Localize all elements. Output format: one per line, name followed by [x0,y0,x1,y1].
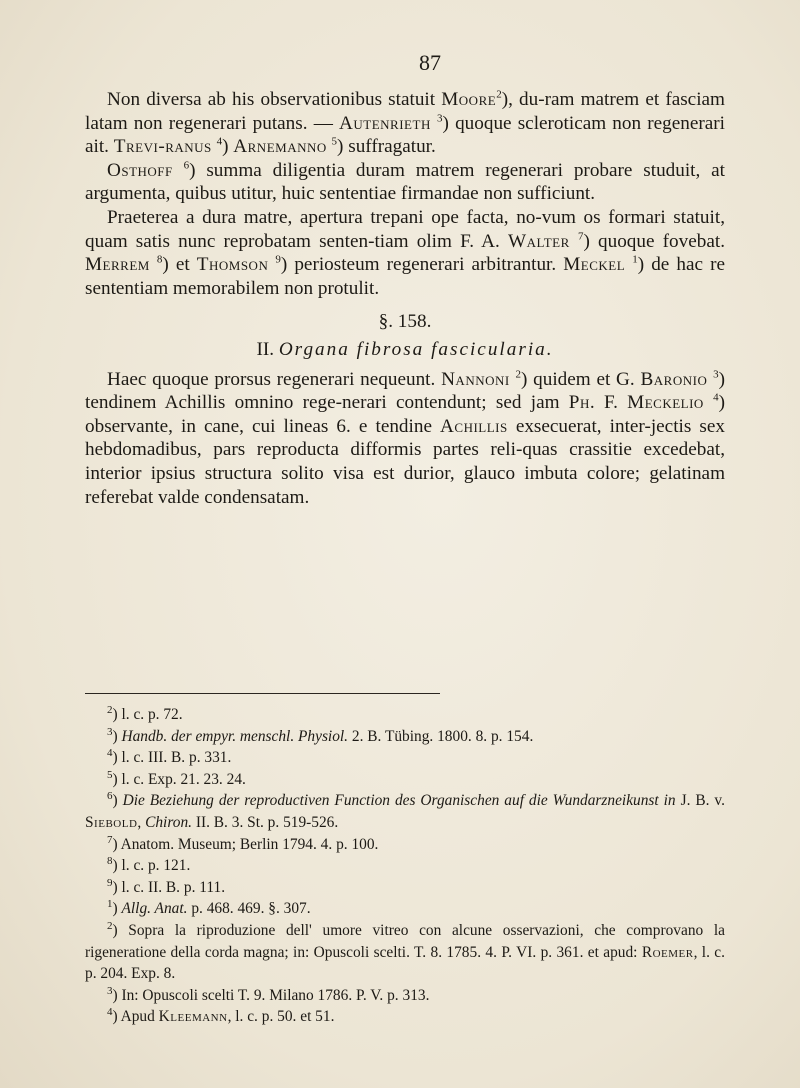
text-run: ) [112,727,122,745]
section-title: Organa fibrosa fascicularia. [278,338,554,360]
section-roman: II. [256,338,275,360]
footnote [85,920,725,985]
footnote-mark: 3 [107,725,113,738]
author-name: Achillis [440,415,508,437]
text-run: Chiron. [145,813,192,831]
author-name: Osthoff [107,159,173,181]
author-name: Arnemanno [233,136,327,158]
footnote [85,898,725,920]
page-number: 87 [419,50,441,75]
author-name: Roemer [641,943,694,961]
text-run: ) Apud [112,1008,159,1026]
footnote [85,726,725,748]
text-run: p. 468. 469. §. 307. [187,900,311,918]
footnote-ref: 6 [183,159,190,172]
text-run: . F. [589,392,628,414]
paragraph [85,368,725,510]
footnote-mark: 2 [107,703,113,716]
text-run: Haec quoque prorsus regenerari nequeunt. [107,368,442,390]
footnote-mark: 3 [107,984,113,997]
text-run: Non diversa ab his observationibus statuit [107,89,442,110]
footnote [85,855,725,877]
text-run: ) Sopra la riproduzione dell' umore vitreo con alcune osservazioni, che comprovano la rigeneratione della corda magna; in: Opuscoli scelti. T. 8. 1785. 4. P. VI. p. 361. et apud: [85,921,725,961]
footnote [85,985,725,1007]
footnote-mark: 7 [107,833,113,846]
author-name: Moore [441,89,497,110]
text-run: ) periosteum regenerari arbitrantur. [280,254,564,276]
text-run: exsecuerat, inter-jectis sex hebdomadibus, pars reproducta difformis partes reli-quas crassitie excedebat, interior ipsius structura solito visa est durior, glauco imbuta colore; gelatinam referebat valde condensatam. [85,415,725,508]
footnote-ref: 4 [216,135,223,148]
text-run: ) [112,792,123,810]
text-run: ) quoque scleroticam non regenerari ait. [85,112,726,158]
footnote-ref: 7 [577,230,584,243]
footnote-mark: 5 [107,768,113,781]
footnote-mark: 4 [107,1006,113,1019]
author-name: Nannoni [441,368,510,390]
text-run: ) quidem et G. [520,368,641,390]
footnote-ref: 1 [632,253,638,266]
paragraph [85,88,725,159]
text-run: ) summa diligentia duram matrem regenerari probare studuit, at argumenta, quibus utitur, huic sententiae firmandae non sufficiunt. [85,159,725,205]
text-run [704,392,713,413]
text-run [150,254,157,275]
footnotes [85,704,725,1028]
text-run: 2. B. Tübing. 1800. 8. p. 154. [348,727,534,745]
text-run: , l. c. p. 204. Exp. 8. [85,943,725,983]
section-number: §. 158. [378,311,432,333]
author-name: Ph [568,392,590,414]
author-name: Walter [507,230,570,252]
text-run: ) observante, in cane, cui lineas 6. e tendine [85,392,726,437]
footnote-ref: 8 [156,253,163,266]
footnote-ref: 3 [713,368,719,381]
text-run [570,231,578,252]
text-run: ) suffragatur. [337,136,436,158]
footnote-rule [85,693,440,694]
text-run: , [137,813,146,831]
footnote [85,834,725,856]
footnote [85,1006,725,1028]
footnote-mark: 1 [107,898,113,911]
author-name: Meckel [563,254,626,276]
text-run: , l. c. p. 50. et 51. [227,1008,335,1026]
footnote [85,877,725,899]
author-name: Merrem [85,254,150,276]
footnote-ref: 9 [275,253,281,266]
footnote [85,790,725,833]
text-run: J. B. v. [675,792,725,810]
footnote-ref: 2 [515,368,521,381]
text-run: ) et [162,254,197,276]
footnote [85,747,725,769]
footnote-ref: 5 [331,135,338,148]
footnote-mark: 9 [107,876,113,889]
author-name: Thomson [196,254,269,276]
footnote-ref: 2 [496,88,502,101]
text-run: Allg. Anat. [121,900,188,918]
text-run: Die Beziehung der reproductiven Function des Organischen auf die Wundarzneikunst in [122,792,676,810]
text-run [173,160,184,181]
body-text [85,88,725,509]
author-name: Trevi-ranus [113,136,212,158]
footnote-mark: 2 [107,919,113,932]
footnote [85,769,725,791]
author-name: Kleemann [158,1008,228,1026]
text-run: ) l. c. p. 121. [112,857,191,875]
footnote-ref: 3 [437,112,443,125]
text-run: ) [222,136,234,158]
footnote-mark: 4 [107,747,113,760]
text-run: Handb. der empyr. menschl. Physiol. [121,727,349,745]
text-run: ) [112,900,122,918]
text-run: ), du-ram matrem et fasciam latam non regenerari putans. — [85,89,725,134]
footnote-mark: 6 [107,790,113,803]
footnote-mark: 8 [107,855,113,868]
paragraph [85,159,725,206]
text-run: ) l. c. II. B. p. 111. [112,878,226,896]
text-run: II. B. 3. St. p. 519-526. [192,813,339,831]
text-run: ) l. c. III. B. p. 331. [112,749,232,767]
text-run: ) tendinem Achillis omnino rege-nerari contendunt; sed jam [85,368,725,414]
author-name: Baronio [640,368,708,390]
author-name: Autenrieth [339,112,431,134]
text-run: Praeterea a dura matre, apertura trepani ope facta, no-vum os formari statuit, quam satis nunc reprobatam senten-tiam olim F. A. [85,206,725,252]
text-run: ) quoque fovebat. [583,230,725,252]
text-run: ) l. c. Exp. 21. 23. 24. [112,770,246,788]
author-name: Siebold [85,813,138,831]
text-run: ) de hac re sententiam memorabilem non protulit. [85,254,725,299]
text-run: ) In: Opuscoli scelti T. 9. Milano 1786. P. V. p. 313. [112,986,430,1004]
footnote [85,704,725,726]
author-name: Meckelio [627,392,704,414]
paragraph [85,206,725,300]
text-run: ) l. c. p. 72. [112,706,183,723]
text-run: ) Anatom. Museum; Berlin 1794. 4. p. 100. [112,835,379,853]
footnote-ref: 4 [713,391,719,404]
section-heading [85,338,725,362]
